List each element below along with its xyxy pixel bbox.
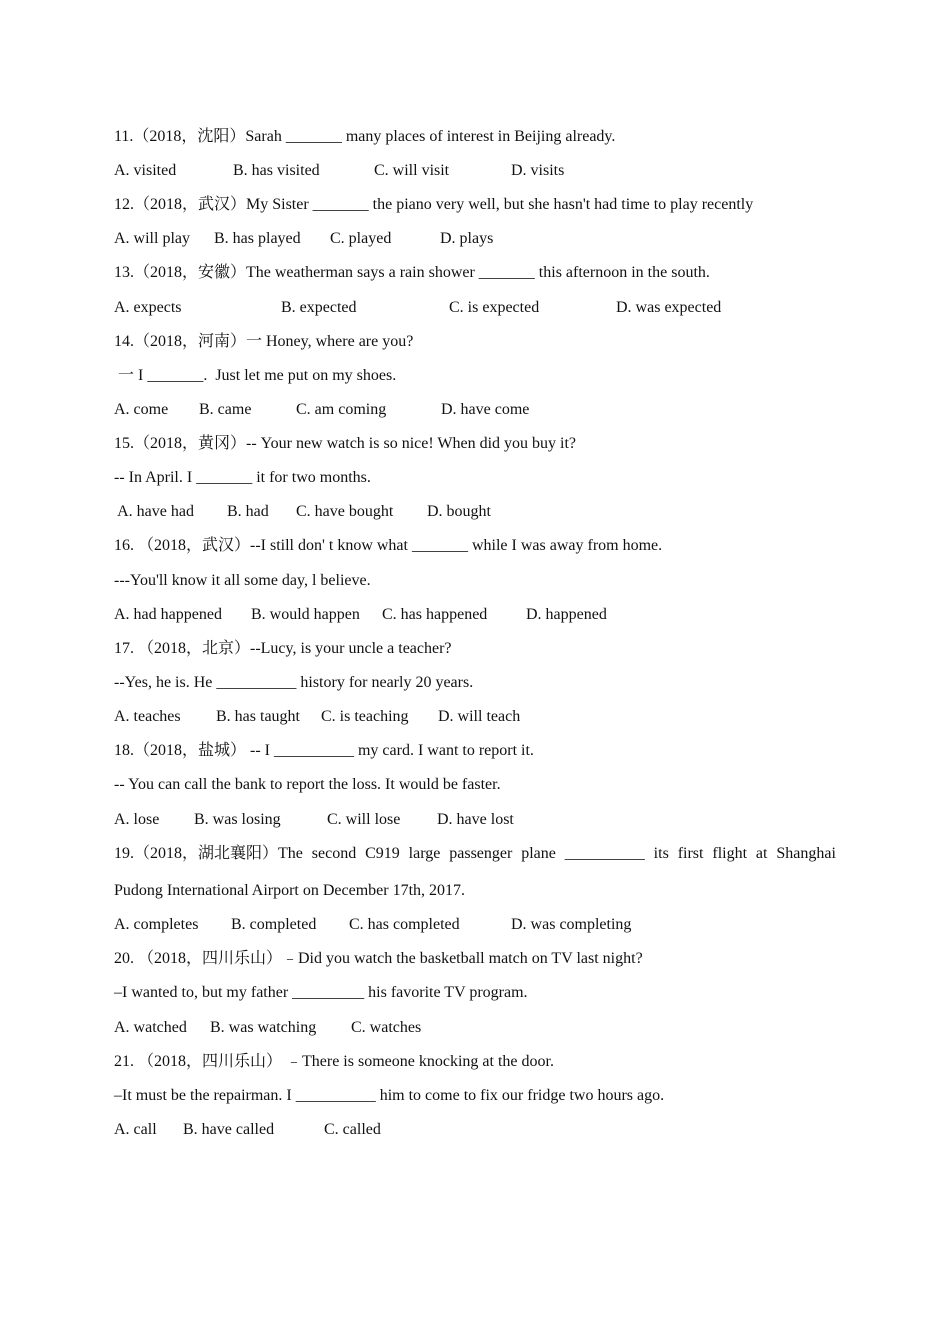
option-c: C. has happened xyxy=(382,606,488,623)
option-a: A. watched xyxy=(114,1019,187,1036)
question-19-stem xyxy=(114,844,836,864)
option-a: A. visited xyxy=(114,162,177,179)
question-19-word: 19.（2018，湖北襄阳）The xyxy=(114,845,303,862)
question-19-options xyxy=(114,915,834,935)
option-c: C. watches xyxy=(351,1019,422,1036)
option-b: B. completed xyxy=(231,916,317,933)
question-16-stem: 16. （2018，武汉）--I still don' t know what _______ while I was away from home. xyxy=(114,537,663,554)
question-18-options xyxy=(114,810,834,830)
option-b: B. has taught xyxy=(216,708,300,725)
question-15-options xyxy=(114,502,834,522)
option-b: B. have called xyxy=(183,1121,275,1138)
question-15-reply: -- In April. I _______ it for two months. xyxy=(114,469,371,486)
option-c: C. is expected xyxy=(449,299,540,316)
question-19-word: its xyxy=(653,845,669,862)
question-16-reply: ---You'll know it all some day, l believe. xyxy=(114,572,371,589)
option-a: A. have had xyxy=(114,503,194,520)
option-a: A. completes xyxy=(114,916,199,933)
option-d: D. have lost xyxy=(437,811,514,828)
option-c: C. will lose xyxy=(327,811,401,828)
question-13-options xyxy=(114,298,834,318)
question-21-reply: –It must be the repairman. I __________ him to come to fix our fridge two hours ago. xyxy=(114,1087,665,1104)
option-a: A. call xyxy=(114,1121,157,1138)
question-17-options xyxy=(114,707,834,727)
question-11-options xyxy=(114,161,834,181)
question-20-reply: –I wanted to, but my father _________ his favorite TV program. xyxy=(114,984,528,1001)
option-d: D. have come xyxy=(441,401,530,418)
question-19-word: large xyxy=(408,845,441,862)
option-b: B. had xyxy=(227,503,269,520)
option-c: C. played xyxy=(330,230,392,247)
question-14-options xyxy=(114,400,834,420)
option-b: B. has visited xyxy=(233,162,320,179)
question-11-stem: 11.（2018，沈阳）Sarah _______ many places of interest in Beijing already. xyxy=(114,128,616,145)
question-19-word: C919 xyxy=(365,845,400,862)
option-d: D. was expected xyxy=(616,299,722,316)
question-19-word: flight xyxy=(712,845,748,862)
option-a: A. will play xyxy=(114,230,190,247)
question-14-reply: 一 I _______. Just let me put on my shoes. xyxy=(114,367,397,384)
option-d: D. bought xyxy=(427,503,491,520)
option-c: C. called xyxy=(324,1121,381,1138)
option-c: C. is teaching xyxy=(321,708,409,725)
option-b: B. expected xyxy=(281,299,357,316)
question-18-stem: 18.（2018，盐城） -- I __________ my card. I want to report it. xyxy=(114,742,534,759)
question-14-stem: 14.（2018，河南）一 Honey, where are you? xyxy=(114,333,414,350)
question-19-word: __________ xyxy=(564,845,645,862)
question-12-stem: 12.（2018，武汉）My Sister _______ the piano very well, but she hasn't had time to play recently xyxy=(114,196,754,213)
option-d: D. visits xyxy=(511,162,565,179)
option-a: A. teaches xyxy=(114,708,181,725)
question-19-stem-continued: Pudong International Airport on December 17th, 2017. xyxy=(114,882,466,899)
option-c: C. has completed xyxy=(349,916,460,933)
question-15-stem: 15.（2018，黄冈）-- Your new watch is so nice! When did you buy it? xyxy=(114,435,577,452)
question-17-stem: 17. （2018，北京）--Lucy, is your uncle a teacher? xyxy=(114,640,452,657)
question-18-reply: -- You can call the bank to report the loss. It would be faster. xyxy=(114,776,501,793)
question-13-stem: 13.（2018，安徽）The weatherman says a rain shower _______ this afternoon in the south. xyxy=(114,264,710,281)
option-d: D. plays xyxy=(440,230,494,247)
option-b: B. was losing xyxy=(194,811,281,828)
option-a: A. lose xyxy=(114,811,160,828)
option-b: B. has played xyxy=(214,230,301,247)
option-b: B. was watching xyxy=(210,1019,317,1036)
question-19-word: second xyxy=(311,845,357,862)
question-17-reply: --Yes, he is. He __________ history for nearly 20 years. xyxy=(114,674,474,691)
question-12-options xyxy=(114,229,834,249)
option-b: B. would happen xyxy=(251,606,360,623)
question-19-word: passenger xyxy=(449,845,513,862)
option-a: A. come xyxy=(114,401,169,418)
option-a: A. expects xyxy=(114,299,182,316)
question-20-options xyxy=(114,1018,834,1038)
question-19-word: first xyxy=(677,845,704,862)
question-16-options xyxy=(114,605,834,625)
option-c: C. will visit xyxy=(374,162,450,179)
option-b: B. came xyxy=(199,401,252,418)
question-20-stem: 20. （2018，四川乐山）﹣Did you watch the basketball match on TV last night? xyxy=(114,950,643,967)
option-c: C. have bought xyxy=(296,503,394,520)
question-19-word: at xyxy=(755,845,768,862)
option-c: C. am coming xyxy=(296,401,387,418)
option-a: A. had happened xyxy=(114,606,222,623)
option-d: D. was completing xyxy=(511,916,632,933)
question-21-options xyxy=(114,1120,834,1140)
question-21-stem: 21. （2018，四川乐山） ﹣There is someone knocking at the door. xyxy=(114,1053,554,1070)
question-19-word: Shanghai xyxy=(776,845,836,862)
option-d: D. happened xyxy=(526,606,607,623)
question-19-word: plane xyxy=(521,845,556,862)
option-d: D. will teach xyxy=(438,708,521,725)
